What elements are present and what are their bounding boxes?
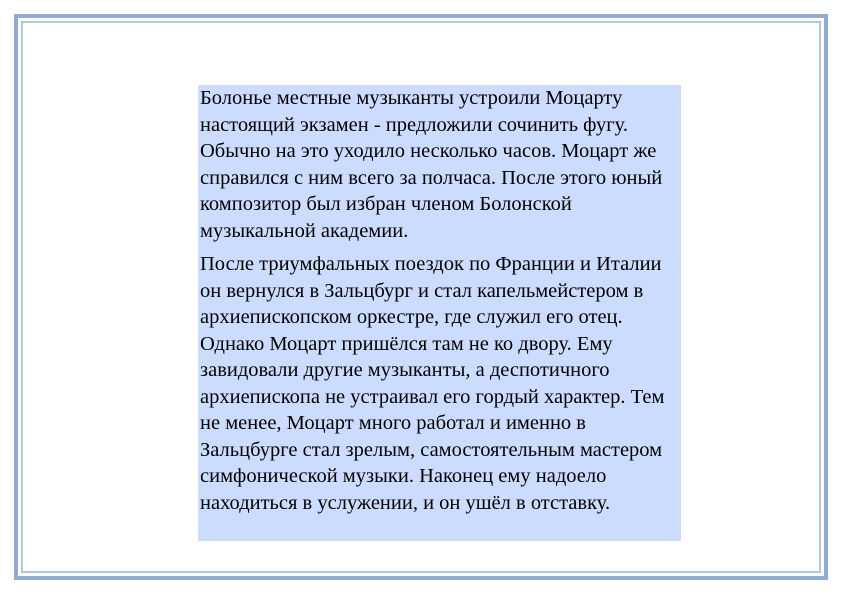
paragraph-salzburg: После триумфальных поездок по Франции и Италии он вернулся в Зальцбург и стал капельмейстером в архиепископском оркестре, где служил его отец. Однако Моцарт пришёлся там не ко двору. Ему завидовали другие музыканты, а деспотичного архиепископа не устраивал его гордый характер. Тем не менее, Моцарт много работал и именно в Зальцбурге стал зрелым, самостоятельным мастером симфонической музыки. Наконец ему надоело находиться в услужении, и он ушёл в отставку. — [200, 253, 665, 514]
text-box — [198, 85, 681, 541]
paragraph-bologna: Болонье местные музыканты устроили Моцарту настоящий экзамен - предложили сочинить фугу. Обычно на это уходило несколько часов. Моцарт же справился с ним всего за полчаса. После этого юный композитор был избран членом Болонской музыкальной академии. — [200, 87, 663, 242]
